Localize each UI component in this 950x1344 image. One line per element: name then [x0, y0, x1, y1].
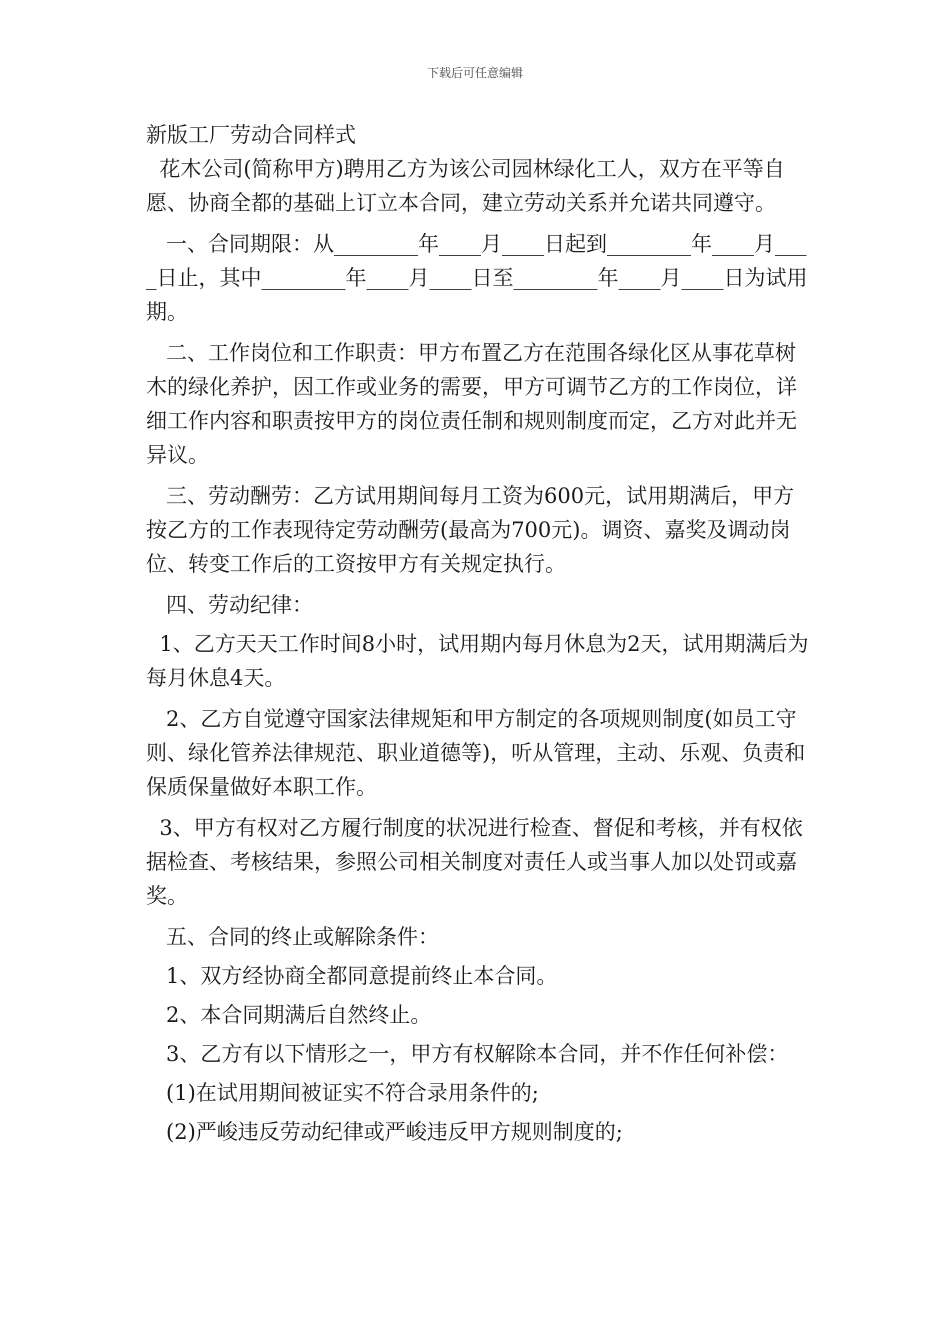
- paragraph-discipline-heading: 四、劳动纪律：: [146, 593, 314, 617]
- paragraph-discipline-2: 2、乙方自觉遵守国家法律规矩和甲方制定的各项规则制度(如员工守则、绿化管养法律规范、职业道德等)，听从管理，主动、乐观、负责和保质保量做好本职工作。: [146, 707, 806, 799]
- document-body: [146, 120, 814, 1154]
- paragraph-intro: 花木公司(简称甲方)聘用乙方为该公司园林绿化工人，双方在平等自愿、协商全都的基础上订立本合同，建立劳动关系并允诺共同遵守。: [146, 157, 785, 215]
- paragraph-remuneration: 三、劳动酬劳：乙方试用期间每月工资为600元，试用期满后，甲方按乙方的工作表现待定劳动酬劳(最高为700元)。调资、嘉奖及调动岗位、转变工作后的工资按甲方有关规定执行。: [146, 484, 795, 576]
- paragraph-discipline-1: 1、乙方天天工作时间8小时，试用期内每月休息为2天，试用期满后为每月休息4天。: [146, 632, 809, 690]
- page-header-note: 下载后可任意编辑: [426, 66, 523, 80]
- paragraph-discipline-3: 3、甲方有权对乙方履行制度的状况进行检查、督促和考核，并有权依据检查、考核结果，参照公司相关制度对责任人或当事人加以处罚或嘉奖。: [146, 816, 803, 908]
- paragraph-contract-term: 一、合同期限：从________年____月____日起到________年____月____日止，其中________年____月____日至________年____月____日为试用期。: [146, 232, 808, 324]
- paragraph-termination-2: 2、本合同期满后自然终止。: [146, 1003, 432, 1027]
- paragraph-job-duties: 二、工作岗位和工作职责：甲方布置乙方在范围各绿化区从事花草树木的绿化养护，因工作或业务的需要，甲方可调节乙方的工作岗位，详细工作内容和职责按甲方的岗位责任制和规则制度而定，乙方对此并无异议。: [146, 341, 797, 467]
- paragraph-termination-heading: 五、合同的终止或解除条件：: [146, 925, 440, 949]
- paragraph-termination-3-2: (2)严峻违反劳动纪律或严峻违反甲方规则制度的;: [146, 1120, 623, 1144]
- paragraph-termination-1: 1、双方经协商全都同意提前终止本合同。: [146, 964, 558, 988]
- paragraph-termination-3-1: (1)在试用期间被证实不符合录用条件的;: [146, 1081, 539, 1105]
- paragraph-termination-3: 3、乙方有以下情形之一，甲方有权解除本合同，并不作任何补偿：: [146, 1042, 789, 1066]
- document-title: 新版工厂劳动合同样式: [146, 123, 356, 147]
